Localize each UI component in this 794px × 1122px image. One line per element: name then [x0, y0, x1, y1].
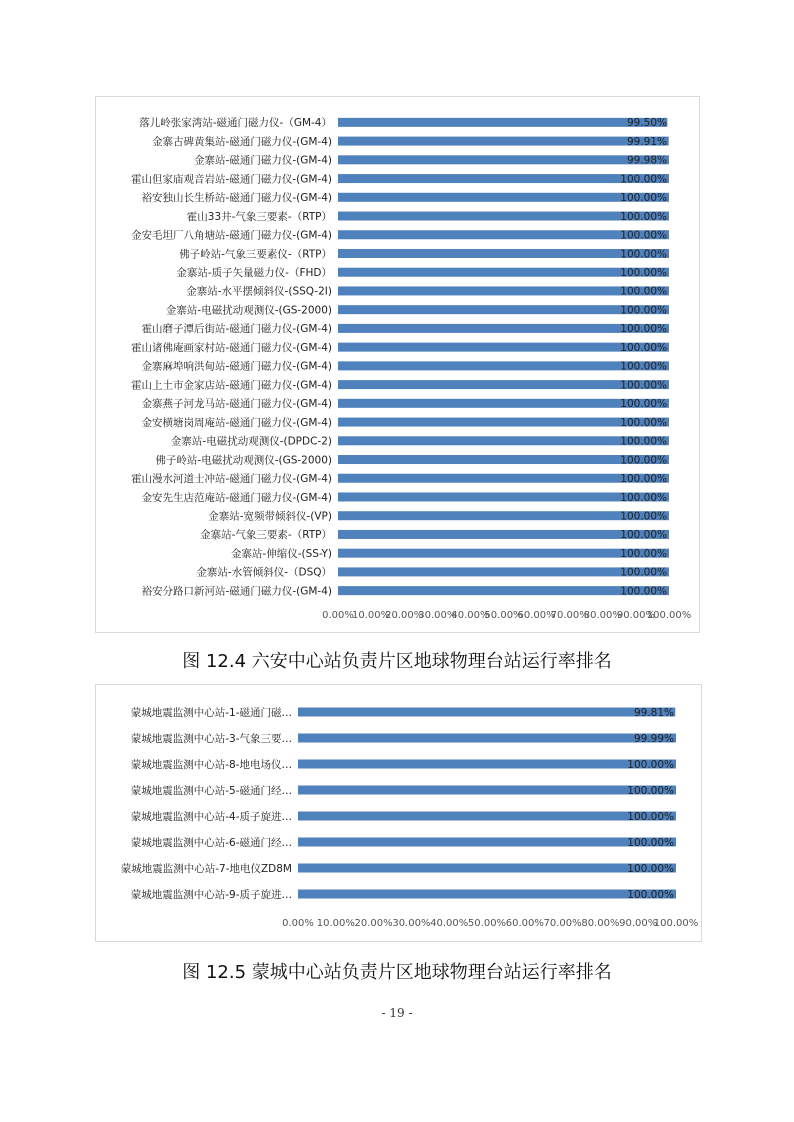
bar: [338, 155, 669, 164]
category-label: 佛子岭站-气象三要素仪-（RTP）: [179, 248, 332, 261]
x-tick-label: 20.00%: [385, 610, 424, 621]
x-tick-label: 100.00%: [653, 918, 699, 929]
x-tick-label: 90.00%: [619, 918, 658, 929]
chart-1-svg: [96, 97, 699, 632]
bar: [298, 734, 676, 743]
data-label: 100.00%: [620, 529, 667, 542]
data-label: 99.91%: [626, 135, 667, 148]
category-label: 金寨站-质子矢量磁力仪-（FHD）: [176, 266, 332, 279]
data-label: 100.00%: [620, 266, 667, 279]
category-label: 金寨燕子河龙马站-磁通门磁力仪-(GM-4): [141, 398, 332, 411]
x-tick-label: 50.00%: [484, 610, 523, 621]
x-tick-label: 40.00%: [451, 610, 490, 621]
category-label: 蒙城地震监测中心站-6-磁通门经…: [130, 836, 292, 849]
data-label: 100.00%: [620, 285, 667, 298]
x-tick-label: 70.00%: [543, 918, 582, 929]
data-label: 99.81%: [633, 706, 674, 719]
category-label: 金寨站-电磁扰动观测仪-(DPDC-2): [170, 435, 332, 448]
data-label: 100.00%: [620, 398, 667, 411]
category-label: 霍山漫水河道士冲站-磁通门磁力仪-(GM-4): [131, 473, 332, 486]
category-label: 蒙城地震监测中心站-4-质子旋进…: [130, 810, 292, 823]
data-label: 100.00%: [627, 810, 674, 823]
chart-1-frame: [95, 96, 700, 633]
category-label: 蒙城地震监测中心站-9-质子旋进…: [130, 888, 292, 901]
category-label: 蒙城地震监测中心站-5-磁通门经…: [130, 784, 292, 797]
category-label: 裕安分路口新河站-磁通门磁力仪-(GM-4): [141, 585, 332, 598]
x-tick-label: 50.00%: [467, 918, 507, 929]
data-label: 100.00%: [620, 473, 667, 486]
x-tick-label: 100.00%: [646, 610, 692, 621]
category-label: 金寨站-水平摆倾斜仪-(SSQ-2I): [186, 285, 332, 298]
bar: [298, 838, 676, 847]
data-label: 100.00%: [620, 360, 667, 373]
data-label: 100.00%: [627, 836, 674, 849]
x-tick-label: 60.00%: [505, 918, 544, 929]
category-label: 蒙城地震监测中心站-3-气象三要…: [130, 732, 292, 745]
x-tick-label: 10.00%: [316, 918, 355, 929]
data-label: 100.00%: [620, 210, 667, 223]
bar: [298, 708, 675, 717]
category-label: 金寨古碑黄集站-磁通门磁力仪-(GM-4): [152, 135, 332, 148]
category-label: 落儿岭张家湾站-磁通门磁力仪-（GM-4）: [139, 117, 332, 130]
page-number: - 19 -: [381, 1006, 413, 1020]
x-tick-label: 0.00%: [282, 918, 314, 929]
data-label: 99.98%: [626, 154, 667, 167]
data-label: 100.00%: [627, 758, 674, 771]
bar: [298, 890, 676, 899]
data-label: 100.00%: [620, 547, 667, 560]
data-label: 100.00%: [620, 435, 667, 448]
category-label: 佛子岭站-电磁扰动观测仪-(GS-2000): [155, 454, 332, 467]
data-label: 100.00%: [627, 888, 674, 901]
bar: [338, 137, 669, 146]
x-tick-label: 20.00%: [354, 918, 393, 929]
category-label: 金寨站-宽频带倾斜仪-(VP): [208, 510, 332, 523]
x-tick-label: 80.00%: [581, 918, 620, 929]
data-label: 100.00%: [620, 173, 667, 186]
category-label: 裕安独山长生桥站-磁通门磁力仪-(GM-4): [141, 192, 332, 205]
data-label: 100.00%: [620, 566, 667, 579]
bar: [338, 117, 667, 130]
x-tick-label: 10.00%: [352, 610, 391, 621]
data-label: 100.00%: [620, 510, 667, 523]
x-tick-label: 40.00%: [430, 918, 469, 929]
x-tick-label: 90.00%: [616, 610, 655, 621]
data-label: 100.00%: [620, 304, 667, 317]
category-label: 金安先生店范庵站-磁通门磁力仪-(GM-4): [141, 491, 332, 504]
chart-2-caption: 图 12.5 蒙城中心站负责片区地球物理台站运行率排名: [182, 962, 612, 983]
data-label: 100.00%: [620, 229, 667, 242]
category-label: 金安横塘岗周庵站-磁通门磁力仪-(GM-4): [141, 416, 332, 429]
data-label: 100.00%: [620, 454, 667, 467]
category-label: 金寨站-伸缩仪-(SS-Y): [230, 547, 332, 560]
category-label: 金寨站-磁通门磁力仪-(GM-4): [194, 154, 332, 167]
data-label: 100.00%: [627, 862, 674, 875]
data-label: 100.00%: [620, 416, 667, 429]
category-label: 金寨麻埠响洪甸站-磁通门磁力仪-(GM-4): [141, 360, 332, 373]
chart-2-frame: [95, 684, 702, 942]
category-label: 蒙城地震监测中心站-8-地电场仪…: [130, 758, 292, 771]
category-label: 霍山磨子潭后街站-磁通门磁力仪-(GM-4): [141, 323, 332, 336]
category-label: 蒙城地震监测中心站-1-磁通门磁…: [130, 706, 292, 719]
data-label: 100.00%: [620, 323, 667, 336]
category-label: 金安毛坦厂八角塘站-磁通门磁力仪-(GM-4): [131, 229, 332, 242]
category-label: 金寨站-电磁扰动观测仪-(GS-2000): [165, 304, 332, 317]
category-label: 霍山33井-气象三要素-（RTP）: [186, 210, 332, 223]
x-tick-label: 30.00%: [418, 610, 457, 621]
data-label: 99.99%: [633, 732, 674, 745]
x-tick-label: 70.00%: [550, 610, 589, 621]
x-tick-label: 30.00%: [392, 918, 431, 929]
bar: [298, 760, 676, 769]
bar: [298, 786, 676, 795]
category-label: 金寨站-气象三要素-（RTP）: [200, 529, 332, 542]
bar: [298, 812, 676, 821]
data-label: 100.00%: [620, 341, 667, 354]
data-label: 100.00%: [620, 379, 667, 392]
bar: [298, 864, 676, 873]
data-label: 100.00%: [620, 585, 667, 598]
category-label: 霍山但家庙观音岩站-磁通门磁力仪-(GM-4): [131, 173, 332, 186]
chart-2-svg: [96, 685, 701, 941]
chart-1-caption: 图 12.4 六安中心站负责片区地球物理台站运行率排名: [182, 651, 612, 672]
data-label: 100.00%: [620, 248, 667, 261]
data-label: 99.50%: [626, 117, 667, 130]
x-tick-label: 80.00%: [583, 610, 622, 621]
x-tick-label: 60.00%: [517, 610, 556, 621]
category-label: 金寨站-水管倾斜仪-（DSQ）: [196, 566, 332, 579]
category-label: 蒙城地震监测中心站-7-地电仪ZD8M: [120, 862, 292, 875]
data-label: 100.00%: [620, 192, 667, 205]
data-label: 100.00%: [627, 784, 674, 797]
x-tick-label: 0.00%: [322, 610, 354, 621]
category-label: 霍山上土市金家店站-磁通门磁力仪-(GM-4): [131, 379, 332, 392]
category-label: 霍山诸佛庵画家村站-磁通门磁力仪-(GM-4): [131, 341, 332, 354]
data-label: 100.00%: [620, 491, 667, 504]
